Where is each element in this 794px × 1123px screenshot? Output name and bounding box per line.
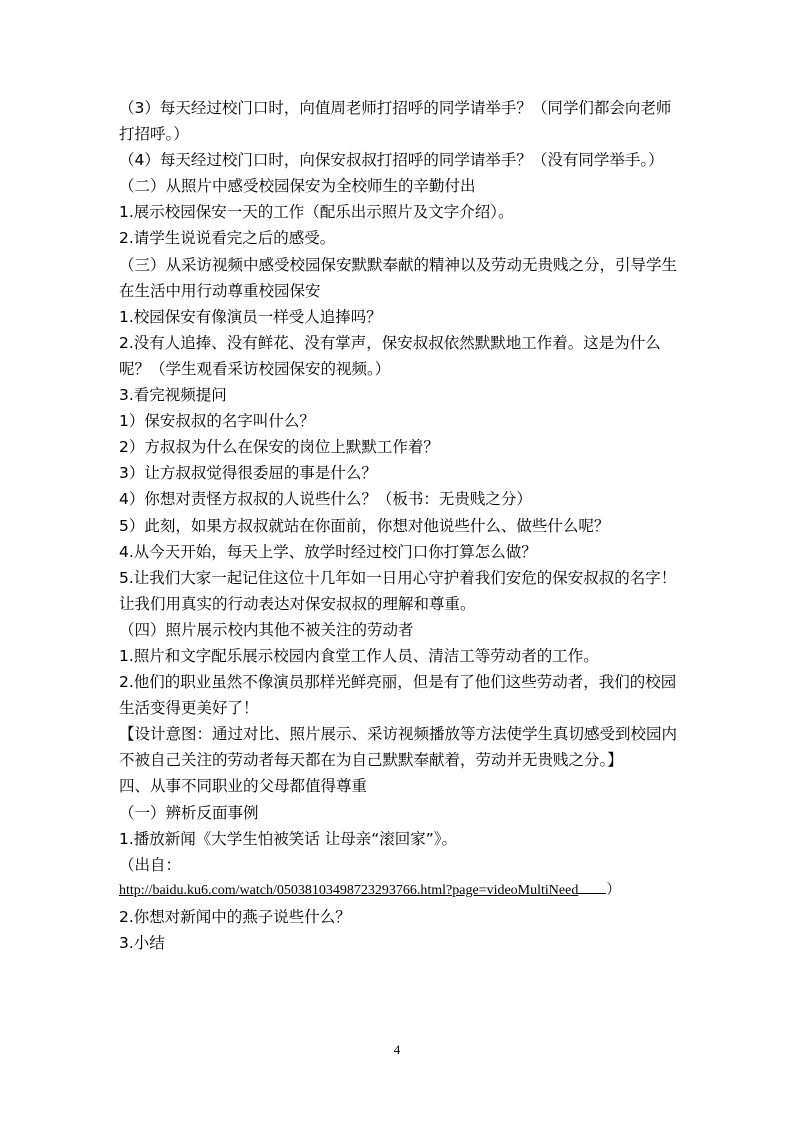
design-intent-note: 【设计意图：通过对比、照片展示、采访视频播放等方法使学生真切感受到校园内不被自己关注的劳动者每天都在为自己默默奉献着，劳动并无贵贱之分。】	[119, 725, 678, 770]
url-close-paren: ）	[606, 882, 621, 898]
paragraph: （4）每天经过校门口时，向保安叔叔打招呼的同学请举手？（没有同学举手。）	[119, 151, 664, 170]
url-underline-pad	[578, 879, 606, 894]
paragraph: 1.校园保安有像演员一样受人追捧吗？	[119, 307, 382, 326]
paragraph: 2）方叔叔为什么在保安的岗位上默默工作着？	[119, 438, 439, 457]
page-number: 4	[393, 1042, 401, 1057]
paragraph: （出自：	[119, 855, 182, 874]
source-url-link[interactable]: http://baidu.ku6.com/watch/05038103498723293766.html?page=videoMultiNeed	[119, 882, 579, 898]
source-url-line	[119, 878, 679, 904]
paragraph: 3.看完视频提问	[119, 386, 227, 405]
paragraph: （3）每天经过校门口时，向值周老师打招呼的同学请举手？（同学们都会向老师打招呼。）	[119, 99, 672, 144]
paragraph: 5）此刻，如果方叔叔就站在你面前，你想对他说些什么、做些什么呢？	[119, 516, 610, 535]
paragraph: 3）让方叔叔觉得很委屈的事是什么？	[119, 464, 377, 483]
paragraph: 2.他们的职业虽然不像演员那样光鲜亮丽，但是有了他们这些劳动者，我们的校园生活变得更美好了！	[119, 673, 677, 718]
paragraph: 4）你想对责怪方叔叔的人说些什么？（板书：无贵贱之分）	[119, 490, 532, 509]
paragraph: 5.让我们大家一起记住这位十几年如一日用心守护着我们安危的保安叔叔的名字！让我们用真实的行动表达对保安叔叔的理解和尊重。	[119, 568, 677, 613]
section-heading: （一）辨析反面事例	[119, 803, 259, 822]
paragraph: 2.你想对新闻中的燕子说些什么？	[119, 907, 351, 926]
section-heading: 四、从事不同职业的父母都值得尊重	[119, 777, 368, 796]
paragraph: 1.展示校园保安一天的工作（配乐出示照片及文字介绍）。	[119, 203, 514, 222]
section-heading: （三）从采访视频中感受校园保安默默奉献的精神以及劳动无贵贱之分，引导学生在生活中用行动尊重校园保安	[119, 255, 678, 300]
document-body	[119, 95, 679, 956]
paragraph: 3.小结	[119, 934, 165, 952]
paragraph: 2.没有人追捧、没有鲜花、没有掌声，保安叔叔依然默默地工作着。这是为什么呢？（学生观看采访校园保安的视频。）	[119, 333, 661, 378]
paragraph: 1.播放新闻《大学生怕被笑话 让母亲“滚回家”》。	[119, 829, 458, 848]
paragraph: 1）保安叔叔的名字叫什么？	[119, 412, 315, 431]
paragraph: 4.从今天开始，每天上学、放学时经过校门口你打算怎么做？	[119, 542, 537, 561]
section-heading: （二）从照片中感受校园保安为全校师生的辛勤付出	[119, 177, 476, 196]
paragraph: 2.请学生说说看完之后的感受。	[119, 229, 336, 248]
paragraph: 1.照片和文字配乐展示校园内食堂工作人员、清洁工等劳动者的工作。	[119, 646, 599, 665]
section-heading: （四）照片展示校内其他不被关注的劳动者	[119, 620, 414, 639]
